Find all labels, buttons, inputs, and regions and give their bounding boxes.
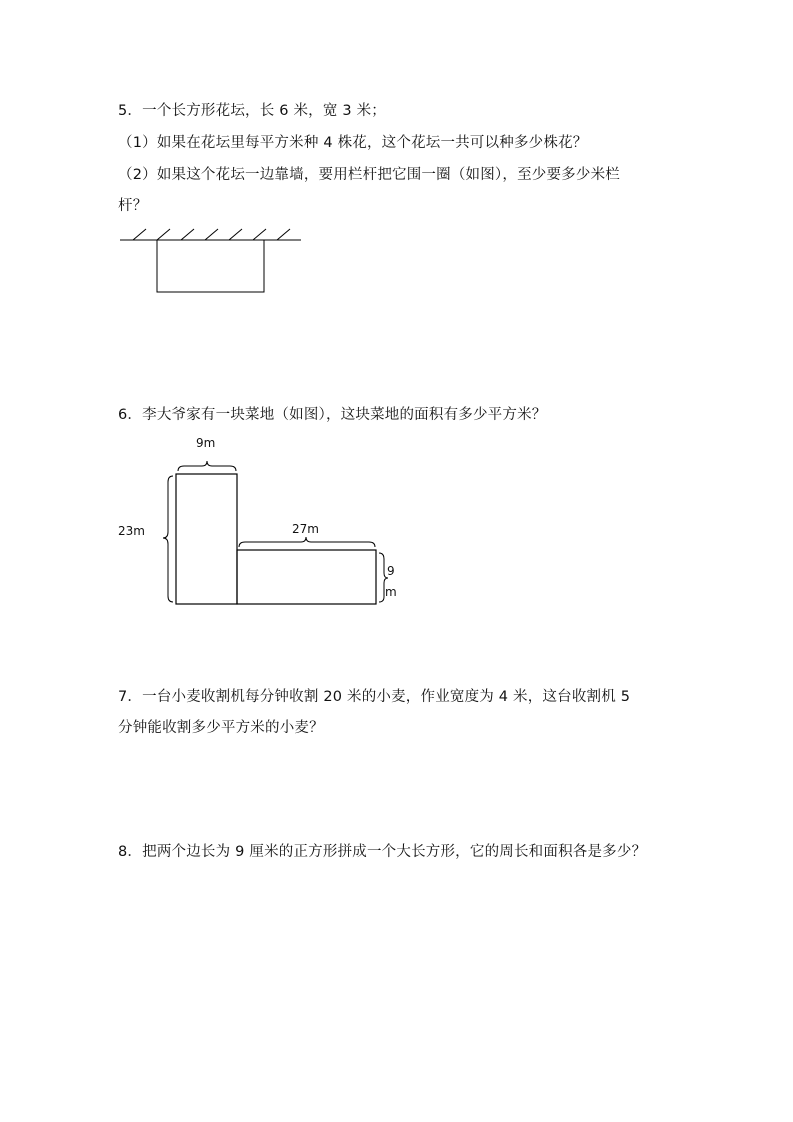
label-right-height-line2: m xyxy=(385,585,397,599)
q7-line2: 分钟能收割多少平方米的小麦？ xyxy=(118,720,324,736)
label-left-height: 23m xyxy=(118,524,145,538)
flowerbed-rectangle xyxy=(157,240,264,292)
q6-title: 6．李大爷家有一块菜地（如图），这块菜地的面积有多少平方米？ xyxy=(118,407,547,423)
tall-rectangle xyxy=(176,474,237,604)
label-top-width: 9m xyxy=(196,436,216,450)
wall-hatching xyxy=(133,229,290,240)
q5-part1: （1）如果在花坛里每平方米种 4 株花，这个花坛一共可以种多少株花？ xyxy=(118,135,588,151)
q5-part2-line1: （2）如果这个花坛一边靠墙，要用栏杆把它围一圈（如图），至少要多少米栏 xyxy=(118,167,620,183)
label-right-height-line1: 9 xyxy=(387,564,395,578)
q5-title: 5．一个长方形花坛，长 6 米，宽 3 米； xyxy=(118,103,387,119)
q7-line1: 7．一台小麦收割机每分钟收割 20 米的小麦，作业宽度为 4 米，这台收割机 5 xyxy=(118,689,631,705)
q8-text: 8．把两个边长为 9 厘米的正方形拼成一个大长方形，它的周长和面积各是多少？ xyxy=(118,844,647,860)
wide-rectangle xyxy=(237,550,376,604)
dimension-braces xyxy=(163,461,388,602)
q5-part2-line2: 杆？ xyxy=(118,198,148,214)
label-right-length: 27m xyxy=(292,522,319,536)
